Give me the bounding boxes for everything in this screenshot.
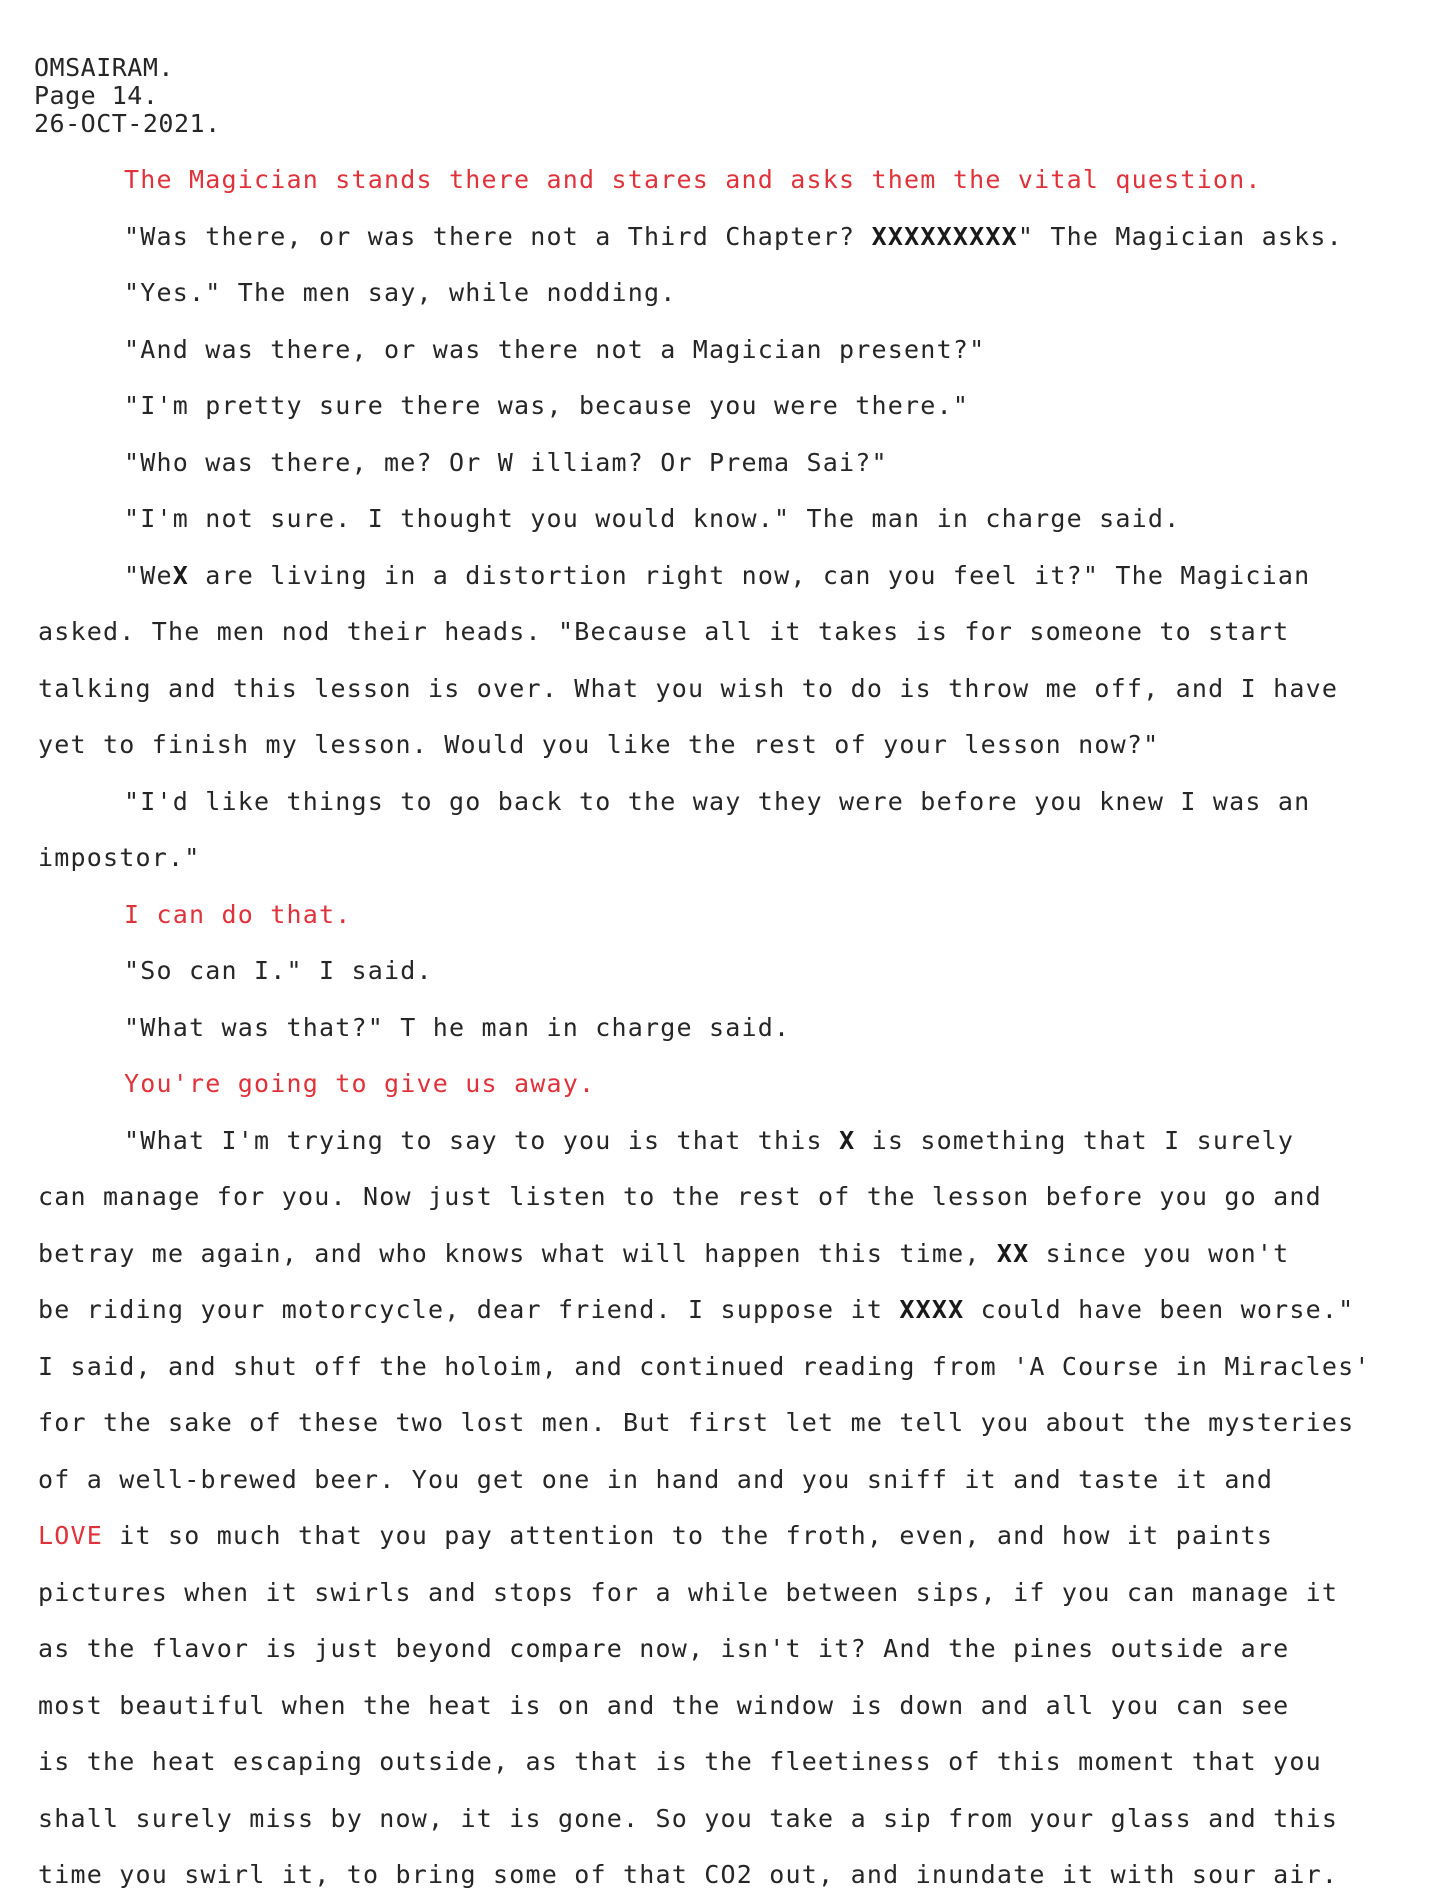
text-line: "I'm not sure. I thought you would know." The man in charge said. — [124, 504, 1181, 533]
text-line: impostor." — [38, 843, 201, 872]
text-line: You're going to give us away. — [124, 1069, 596, 1098]
text-line: pictures when it swirls and stops for a while between sips, if you can manage it — [38, 1577, 1339, 1607]
header-date: 26-OCT-2021. — [34, 109, 221, 138]
text-line: yet to finish my lesson. Would you like the rest of your lesson now?" — [38, 730, 1160, 759]
text-line: as the flavor is just beyond compare now, isn't it? And the pines outside are — [38, 1634, 1290, 1663]
text-span: are living in a distortion right now, can you feel it?" The Magician — [189, 560, 1311, 590]
text-span: "We — [124, 560, 173, 590]
text-line — [38, 1113, 1428, 1170]
text-line: "And was there, or was there not a Magician present?" — [124, 334, 986, 364]
text-line: "So can I." I said. — [124, 956, 433, 985]
strikeout-mark: X — [172, 560, 190, 590]
header-page-number: Page 14. — [34, 81, 159, 110]
text-span: could have been worse." — [964, 1295, 1355, 1324]
red-emphasis-word: LOVE — [38, 1521, 104, 1550]
text-line: can manage for you. Now just listen to the rest of the lesson before you go and — [38, 1182, 1322, 1211]
text-line: The Magician stands there and stares and asks them the vital question. — [124, 165, 1262, 194]
header-title: OMSAIRAM. — [34, 53, 174, 82]
text-line: "Who was there, me? Or W illiam? Or Prema Sai?" — [124, 447, 888, 477]
text-line: "I'd like things to go back to the way they were before you knew I was an — [124, 786, 1311, 816]
text-line: time you swirl it, to bring some of that CO2 out, and inundate it with sour air. — [38, 1860, 1339, 1889]
text-line: "Yes." The men say, while nodding. — [124, 278, 677, 307]
text-line: asked. The men nod their heads. "Because all it takes is for someone to start — [38, 617, 1290, 646]
text-span: "What I'm trying to say to you is that this — [124, 1125, 840, 1155]
text-span: be riding your motorcycle, dear friend. I suppose it — [38, 1295, 900, 1324]
text-line: "What was that?" T he man in charge said. — [124, 1012, 791, 1042]
page-header — [34, 54, 221, 138]
text-line: talking and this lesson is over. What you wish to do is throw me off, and I have — [38, 673, 1339, 703]
text-span: betray me again, and who knows what will happen this time, — [38, 1238, 997, 1268]
strikeout-mark: XX — [996, 1238, 1030, 1268]
text-line: most beautiful when the heat is on and the window is down and all you can see — [38, 1690, 1290, 1720]
text-span: "Was there, or was there not a Third Chapter? — [124, 221, 872, 251]
text-span: is something that I surely — [855, 1125, 1295, 1155]
text-line: I said, and shut off the holoim, and continued reading from 'A Course in Miracles' — [38, 1351, 1371, 1381]
text-line: shall surely miss by now, it is gone. So you take a sip from your glass and this — [38, 1803, 1339, 1833]
text-line — [38, 1508, 1428, 1565]
text-line — [38, 1282, 1428, 1339]
strikeout-mark: X — [839, 1125, 856, 1155]
text-span: since you won't — [1029, 1238, 1290, 1268]
text-span: it so much that you pay attention to the froth, even, and how it paints — [103, 1521, 1274, 1550]
text-line — [38, 1226, 1428, 1283]
strikeout-mark: XXXX — [899, 1295, 965, 1324]
text-line: I can do that. — [124, 899, 352, 929]
text-span: " The Magician asks. — [1017, 221, 1343, 251]
text-line: is the heat escaping outside, as that is the fleetiness of this moment that you — [38, 1747, 1322, 1776]
strikeout-mark: XXXXXXXXX — [871, 221, 1018, 251]
manuscript-body — [38, 152, 1428, 1904]
text-line: "I'm pretty sure there was, because you were there." — [124, 391, 970, 420]
text-line: of a well-brewed beer. You get one in hand and you sniff it and taste it and — [38, 1464, 1274, 1494]
text-line: for the sake of these two lost men. But first let me tell you about the mysteries — [38, 1408, 1355, 1437]
text-line — [38, 548, 1428, 605]
text-line — [38, 209, 1428, 266]
